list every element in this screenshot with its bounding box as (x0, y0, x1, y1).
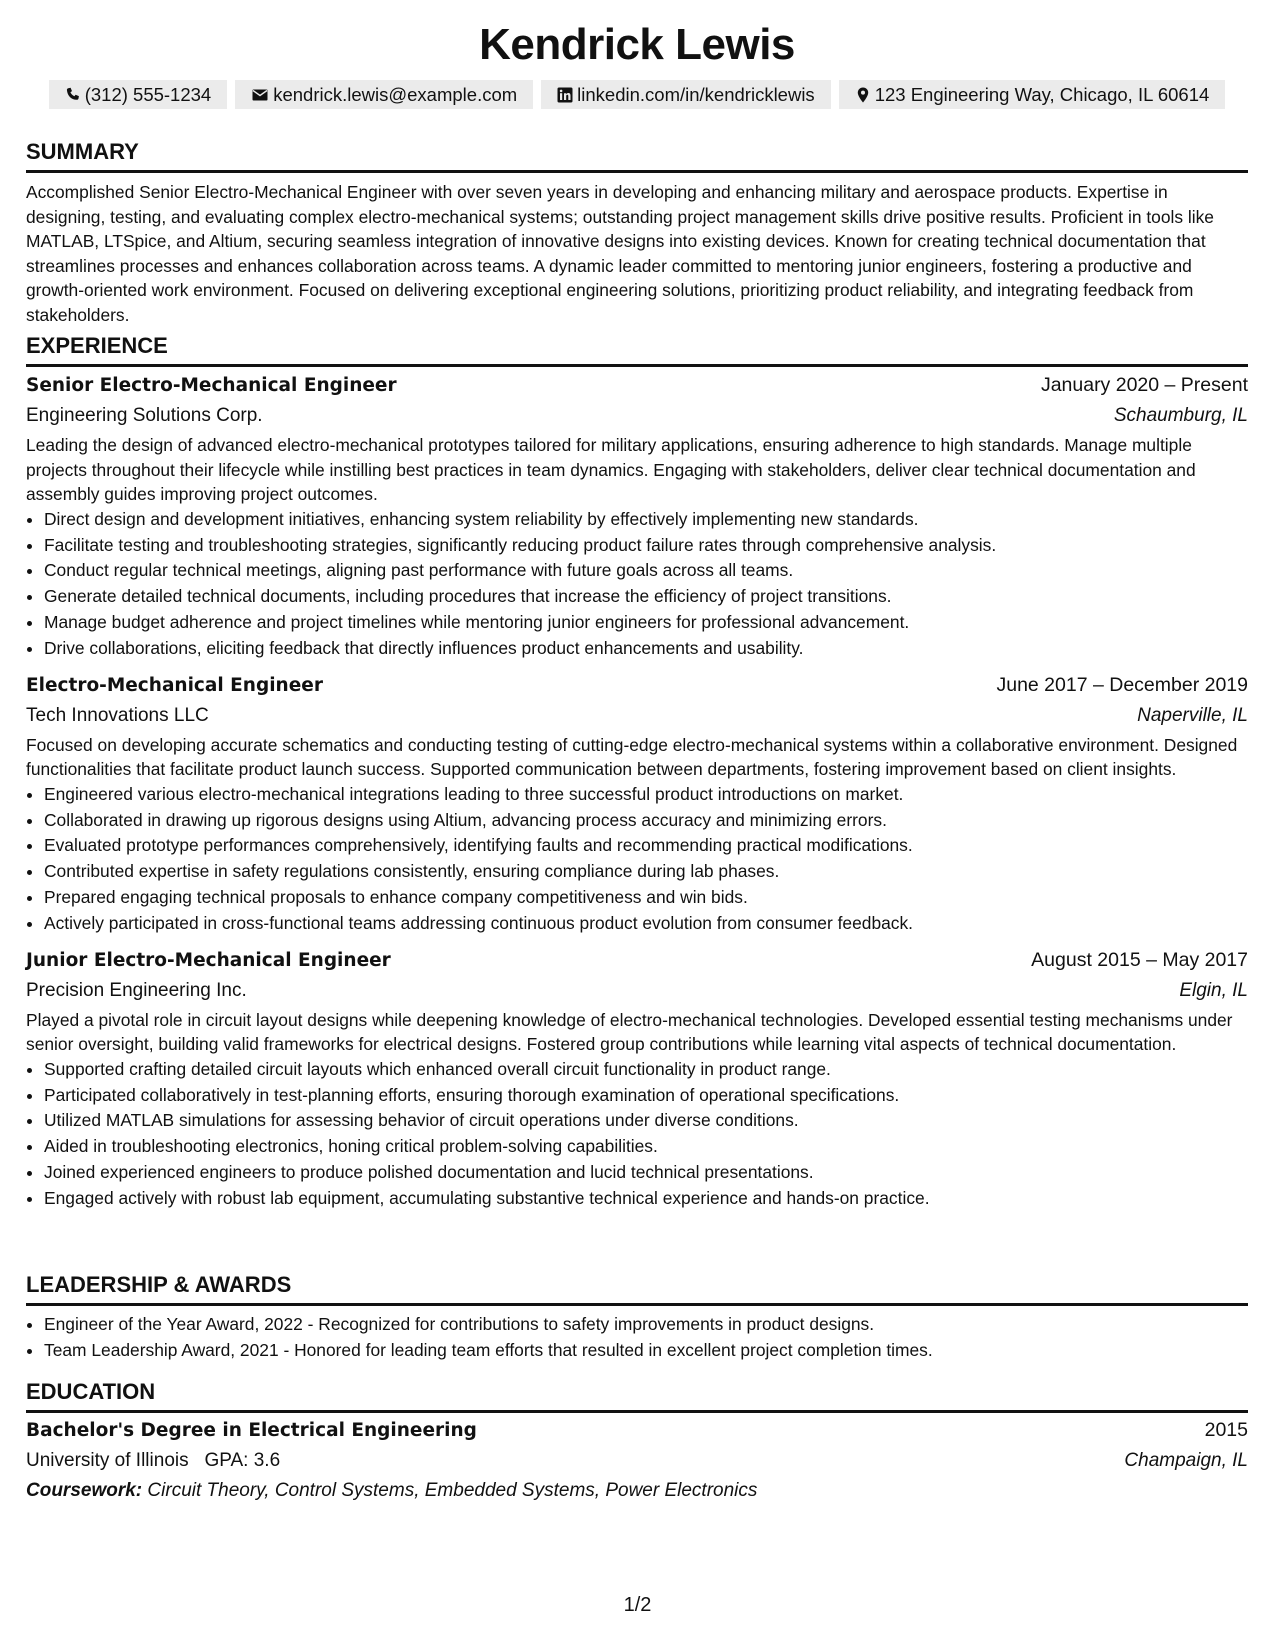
candidate-name: Kendrick Lewis (479, 20, 795, 69)
summary-section (26, 138, 1248, 328)
list-item: • Direct design and development initiatives, enhancing system reliability by effectively implementing new standards. (44, 507, 1248, 533)
job-dates: August 2015 – May 2017 (1031, 948, 1248, 971)
job-location: Elgin, IL (1179, 979, 1248, 1001)
linkedin-icon (557, 87, 573, 103)
address-text: 123 Engineering Way, Chicago, IL 60614 (874, 83, 1210, 105)
section-divider (26, 364, 1248, 367)
summary-text: Accomplished Senior Electro-Mechanical Engineer with over seven years in developing and enhancing military and aerospace products. Expertise in designing, testing, and evaluating complex electro-mechanical systems; outstanding project management skills drive positive results. Proficient in tools like MATLAB, LTSpice, and Altium, securing seamless integration of innovative designs into existing devices. Known for creating technical documentation that streamlines processes and enhances collaboration across teams. A dynamic leader committed to mentoring junior engineers, fostering a productive and growth-oriented work environment. Focused on delivering exceptional engineering solutions, prioritizing product reliability, and integrating feedback from stakeholders. (26, 182, 1214, 325)
list-item: • Drive collaborations, eliciting feedback that directly influences product enhancements and usability. (44, 636, 1248, 662)
gpa: GPA: 3.6 (204, 1450, 281, 1471)
phone-icon (65, 87, 81, 103)
graduation-year: 2015 (1204, 1419, 1248, 1441)
section-heading: EXPERIENCE (26, 333, 168, 358)
section-divider (26, 170, 1248, 173)
phone-text: (312) 555-1234 (84, 83, 212, 105)
list-item: • Engaged actively with robust lab equipment, accumulating substantive technical experience and hands-on practice. (44, 1186, 1248, 1212)
section-heading: EDUCATION (26, 1379, 156, 1404)
section-heading: SUMMARY (26, 139, 139, 164)
contact-phone (49, 80, 228, 109)
list-item: • Prepared engaging technical proposals to enhance company competitiveness and win bids. (44, 885, 1248, 911)
section-divider (26, 1410, 1248, 1413)
company-name: Tech Innovations LLC (26, 704, 209, 726)
list-item: • Team Leadership Award, 2021 - Honored for leading team efforts that resulted in excellent project completion times. (44, 1338, 1248, 1364)
job-entry (26, 670, 1248, 937)
job-entry (26, 945, 1248, 1212)
job-entry (26, 370, 1248, 662)
job-description: Leading the design of advanced electro-mechanical prototypes tailored for military applications, ensuring adherence to high standards. Manage multiple projects throughout their lifecycle while instilling best practices in team dynamics. Engaging with stakeholders, deliver clear technical documentation and assembly guides improving project outcomes. (26, 435, 1196, 505)
education-section (26, 1378, 1248, 1506)
job-bullets (26, 507, 1248, 662)
degree-title: Bachelor's Degree in Electrical Engineering (26, 1420, 477, 1441)
list-item: • Generate detailed technical documents, including procedures that increase the efficiency of project transitions. (44, 584, 1248, 610)
job-description: Played a pivotal role in circuit layout designs while deepening knowledge of electro-mechanical technologies. Developed essential testing mechanisms under senior oversight, building valid frameworks for electrical designs. Fostered group contributions while learning vital aspects of technical documentation. (26, 1009, 1233, 1055)
job-location: Schaumburg, IL (1113, 405, 1248, 426)
location-pin-icon (855, 87, 871, 103)
list-item: • Manage budget adherence and project timelines while mentoring junior engineers for professional advancement. (44, 610, 1248, 636)
job-dates: June 2017 – December 2019 (996, 673, 1248, 696)
leadership-section (26, 1271, 1248, 1364)
list-item: • Supported crafting detailed circuit layouts which enhanced overall circuit functionality in product range. (44, 1057, 1248, 1083)
job-location: Naperville, IL (1137, 704, 1248, 726)
list-item: • Engineered various electro-mechanical integrations leading to three successful product introductions on market. (44, 782, 1248, 808)
list-item: • Evaluated prototype performances comprehensively, identifying faults and recommending practical modifications. (44, 833, 1248, 859)
job-title: Electro-Mechanical Engineer (26, 674, 323, 696)
list-item: • Aided in troubleshooting electronics, honing critical problem-solving capabilities. (44, 1134, 1248, 1160)
school-info (26, 1446, 280, 1476)
list-item: • Utilized MATLAB simulations for assessing behavior of circuit operations under diverse conditions. (44, 1108, 1248, 1134)
awards-list (26, 1312, 1248, 1364)
contact-linkedin[interactable] (541, 80, 831, 109)
job-bullets (26, 782, 1248, 937)
job-description: Focused on developing accurate schematics and conducting testing of cutting-edge electro-mechanical systems within a collaborative environment. Designed functionalities that facilitate product launch success. Supported communication between departments, fostering improvement based on client insights. (26, 734, 1238, 780)
job-bullets (26, 1057, 1248, 1212)
email-text: kendrick.lewis@example.com (273, 83, 518, 105)
contact-email[interactable] (235, 80, 533, 109)
list-item: • Conduct regular technical meetings, aligning past performance with future goals across all teams. (44, 558, 1248, 584)
envelope-icon (251, 87, 269, 103)
list-item: • Participated collaboratively in test-planning efforts, ensuring thorough examination of operational specifications. (44, 1083, 1248, 1109)
section-divider (26, 1303, 1248, 1306)
list-item: • Facilitate testing and troubleshooting strategies, significantly reducing product failure rates through comprehensive analysis. (44, 533, 1248, 559)
list-item: • Collaborated in drawing up rigorous designs using Altium, advancing process accuracy and minimizing errors. (44, 808, 1248, 834)
company-name: Engineering Solutions Corp. (26, 405, 263, 426)
job-title: Junior Electro-Mechanical Engineer (26, 949, 391, 971)
section-heading: LEADERSHIP & AWARDS (26, 1272, 292, 1297)
list-item: • Engineer of the Year Award, 2022 - Recognized for contributions to safety improvements in product designs. (44, 1312, 1248, 1338)
contact-address (839, 80, 1226, 109)
school-location: Champaign, IL (1124, 1450, 1248, 1471)
coursework-label: Coursework: (26, 1480, 143, 1501)
linkedin-text: linkedin.com/in/kendricklewis (577, 83, 815, 105)
list-item: • Contributed expertise in safety regulations consistently, ensuring compliance during lab phases. (44, 859, 1248, 885)
job-title: Senior Electro-Mechanical Engineer (26, 375, 397, 396)
contact-bar (26, 80, 1248, 109)
coursework-list: Circuit Theory, Control Systems, Embedded Systems, Power Electronics (147, 1480, 758, 1501)
job-dates: January 2020 – Present (1040, 374, 1248, 396)
school-name: University of Illinois (26, 1450, 189, 1471)
list-item: • Actively participated in cross-functional teams addressing continuous product evolution from consumer feedback. (44, 911, 1248, 937)
company-name: Precision Engineering Inc. (26, 979, 247, 1001)
page-indicator: 1/2 (623, 1594, 652, 1616)
coursework (26, 1476, 1248, 1506)
experience-section (26, 332, 1248, 1212)
list-item: • Joined experienced engineers to produce polished documentation and lucid technical presentations. (44, 1160, 1248, 1186)
